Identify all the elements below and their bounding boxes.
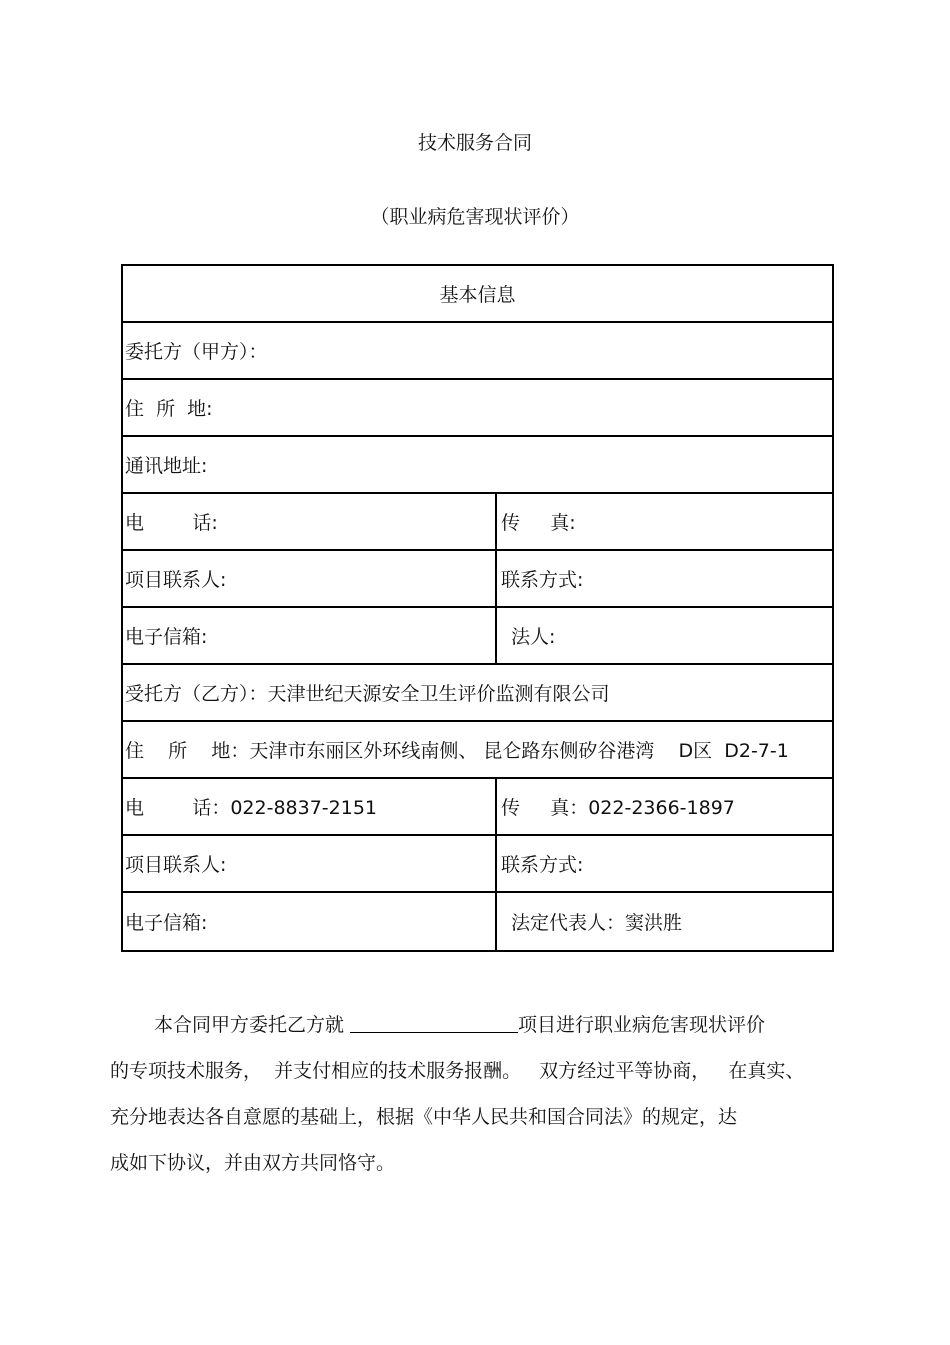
table-row xyxy=(123,836,832,893)
table-row xyxy=(123,551,832,608)
table-row xyxy=(123,779,832,836)
table-row xyxy=(123,380,832,437)
paragraph-line1-start: 本合同甲方委托乙方就 xyxy=(154,1014,345,1036)
table-row xyxy=(123,665,832,722)
party-a-fax-label: 传 真: xyxy=(501,512,576,534)
paragraph-line: 充分地表达各自意愿的基础上，根据《中华人民共和国合同法》的规定，达 xyxy=(110,1106,738,1128)
document-subtitle: （职业病危害现状评价） xyxy=(370,206,580,228)
party-b-email-label: 电子信箱: xyxy=(123,893,497,950)
party-b-legal-rep: 法定代表人：窦洪胜 xyxy=(511,912,683,934)
party-b-fax: 传 真：022-2366-1897 xyxy=(501,797,735,819)
party-b-address: 住 所 地：天津市东丽区外环线南侧、 昆仑路东侧矽谷港湾 D区 D2-7-1 xyxy=(125,740,789,762)
party-a-contact-label: 项目联系人: xyxy=(123,551,497,606)
table-row xyxy=(123,722,832,779)
paragraph-line1-end: 项目进行职业病危害现状评价 xyxy=(518,1014,766,1036)
table-row xyxy=(123,266,832,323)
paragraph-line: 成如下协议，并由双方共同恪守。 xyxy=(110,1152,396,1174)
party-a-address-label: 住 所 地: xyxy=(125,398,213,420)
paragraph-line: 的专项技术服务， 并支付相应的技术服务报酬。 双方经过平等协商， 在真实、 xyxy=(110,1060,805,1082)
party-a-contact-method-label: 联系方式: xyxy=(501,569,584,591)
party-b-contact-method-label: 联系方式: xyxy=(501,854,584,876)
party-b-name: 受托方（乙方）：天津世纪天源安全卫生评价监测有限公司 xyxy=(125,683,610,705)
basic-info-table xyxy=(121,264,834,952)
party-a-email-label: 电子信箱: xyxy=(123,608,497,663)
agreement-paragraph xyxy=(110,1002,850,1186)
party-a-phone-label: 电 话: xyxy=(123,494,497,549)
paragraph-line xyxy=(110,1002,850,1048)
party-b-contact-label: 项目联系人: xyxy=(123,836,497,891)
document-title: 技术服务合同 xyxy=(417,132,532,154)
project-name-blank xyxy=(350,1012,518,1033)
party-a-mail-label: 通讯地址: xyxy=(125,455,208,477)
party-a-legal-label: 法人: xyxy=(511,626,556,648)
table-row xyxy=(123,494,832,551)
party-a-name-label: 委托方（甲方）： xyxy=(125,341,268,363)
table-row xyxy=(123,323,832,380)
table-row xyxy=(123,608,832,665)
table-row xyxy=(123,437,832,494)
party-b-phone: 电 话：022-8837-2151 xyxy=(123,779,497,834)
table-row xyxy=(123,893,832,950)
table-header: 基本信息 xyxy=(439,284,516,306)
